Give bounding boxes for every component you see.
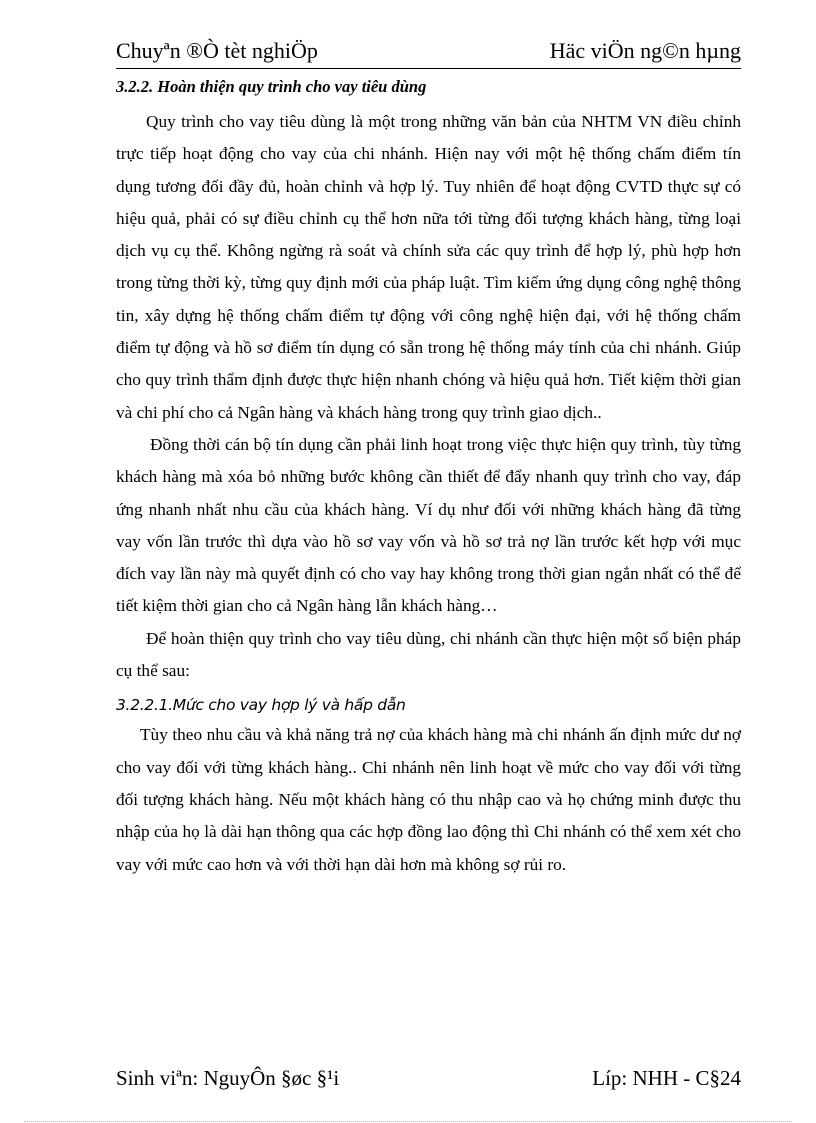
footer-student-name: Sinh viªn: NguyÔn §øc §¹i — [116, 1066, 340, 1090]
page-header — [116, 36, 741, 69]
subsection-heading: 3.2.2.1.Mức cho vay hợp lý và hấp dẫn — [116, 696, 406, 715]
body-paragraph-2: Đồng thời cán bộ tín dụng cần phải linh hoạt trong việc thực hiện quy trình, tùy từng khách hàng mà xóa bỏ những bước không cần thiết để đẩy nhanh quy trình cho vay, đáp ứng nhanh nhất nhu cầu của khách hàng. Ví dụ như đối với những khách hàng đã từng vay vốn lần trước thì dựa vào hồ sơ vay vốn và hồ sơ trả nợ lần trước kết hợp với mục đích vay lần này mà quyết định có cho vay hay không trong thời gian ngắn nhất có thể để tiết kiệm thời gian cho cả Ngân hàng lẫn khách hàng… — [116, 434, 741, 616]
header-institution-label: Häc viÖn ng©n hµng — [549, 38, 741, 63]
subsection-paragraph: Tùy theo nhu cầu và khả năng trả nợ của khách hàng mà chi nhánh ấn định mức dư nợ cho vay đối với từng khách hàng.. Chi nhánh nên linh hoạt về mức cho vay đối với từng đối tượng khách hàng. Nếu một khách hàng có thu nhập cao và họ chứng minh được thu nhập của họ là dài hạn thông qua các hợp đồng lao động thì Chi nhánh có thể xem xét cho vay với mức cao hơn và với thời hạn dài hơn mà không sợ rủi ro. — [116, 725, 741, 874]
page-bottom-divider — [24, 1121, 792, 1122]
body-paragraph-3: Để hoàn thiện quy trình cho vay tiêu dùng, chi nhánh cần thực hiện một số biện pháp cụ thể sau: — [116, 628, 741, 681]
section-heading: 3.2.2. Hoàn thiện quy trình cho vay tiêu dùng — [116, 77, 427, 96]
header-thesis-label: Chuyªn ®Ò tèt nghiÖp — [116, 38, 318, 63]
page-body — [116, 76, 741, 881]
body-paragraph-1: Quy trình cho vay tiêu dùng là một trong những văn bản của NHTM VN điều chỉnh trực tiếp hoạt động cho vay của chi nhánh. Hiện nay với một hệ thống chấm điểm tín dụng tương đối đầy đủ, hoàn chỉnh và hợp lý. Tuy nhiên để hoạt động CVTD thực sự có hiệu quả, phải có sự điều chỉnh cụ thể hơn nữa tới từng đối tượng khách hàng, từng loại dịch vụ cụ thể. Không ngừng rà soát và chính sửa các quy trình để hợp lý, phù hợp hơn trong từng thời kỳ, từng quy định mới của pháp luật. Tìm kiếm ứng dụng công nghệ thông tin, xây dựng hệ thống chấm điểm tự động với công nghệ hiện đại, với hệ thống chấm điểm tự động và hồ sơ điểm tín dụng có sẵn trong hệ thống máy tính của chi nhánh. Giúp cho quy trình thẩm định được thực hiện nhanh chóng và hiệu quả hơn. Tiết kiệm thời gian và chi phí cho cả Ngân hàng và khách hàng trong quy trình giao dịch.. — [116, 112, 741, 422]
footer-class-code: Líp: NHH - C§24 — [592, 1066, 741, 1090]
page-footer — [116, 1066, 741, 1096]
